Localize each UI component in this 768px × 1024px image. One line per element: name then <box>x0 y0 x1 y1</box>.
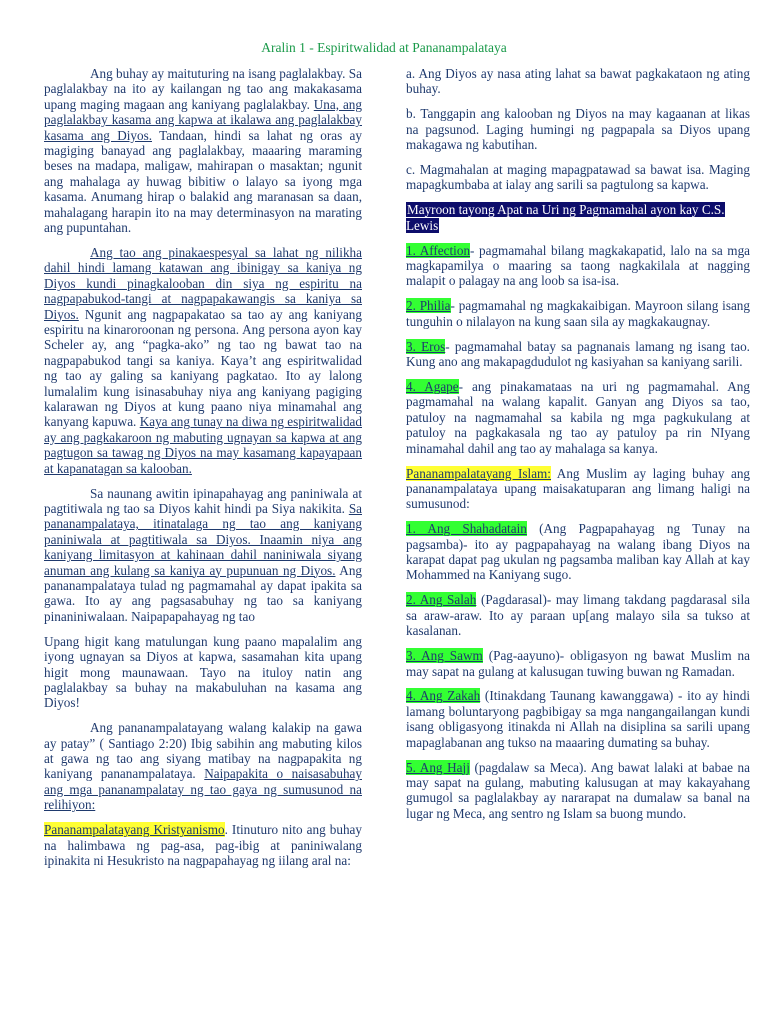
pillar-desc: (Pag-aayuno)- obligasyon ng bawat Muslim na may sapat na gulang at kalusugan tuwing buwan ng Ramadan. <box>406 648 750 679</box>
pillar-zakah <box>406 688 750 750</box>
underlined-text: Kaya ang tunay na diwa ng espiritwalidad ay ang pagkakaroon ng mabuting ugnayan sa kapwa at ang pagtugon sa tawag ng Diyos na may kasamang kapayapaan at kapanatagan sa kalooban. <box>44 414 362 476</box>
pillar-desc: (Ang Pagpapahayag ng Tunay na pagsamba)- ito ay pagpapahayag na walang ibang Diyos na karapat dapat pag ukulan ng pagsamba maliban kay Allah at kay Mohammed na Kaniyang sugo. <box>406 521 751 583</box>
text: Tandaan, hindi sa lahat ng oras ay magiging banayad ang paglalakbay, maaaring maraming beses na madapa, maligaw, mahirapan o masaktan; ngunit ang mahalaga ay huwag bibitiw o lalayo sa iyong mga kasama. Anumang hirap o balakid ang maranasan sa daan, mahalagang harapin ito na may determinasyon na marating ang pupuntahan. <box>44 127 362 236</box>
pillar-label: 1. Ang Shahadatain <box>406 521 527 537</box>
love-philia <box>406 298 750 329</box>
text: Sa naunang awitin ipinapahayag ang paniniwala at pagtitiwala ng tao sa Diyos kahit hindi pa Siya nakikita. <box>44 485 362 516</box>
pillar-label: 3. Ang Sawm <box>406 648 483 664</box>
underlined-text: Una, ang paglalakbay kasama ang kapwa at ikalawa ang paglalakbay kasama ang Diyos. <box>44 96 362 143</box>
pillar-label: 4. Ang Zakah <box>406 688 481 704</box>
pillar-desc: (Itinakdang Taunang kawanggawa) - ito ay hindi lamang boluntaryong pagbibigay sa mga nangangailangan kundi isang obligasyong itinakda ni Allah na disiplina sa sarili upang mapaglabanan ang tukso na maaaring dumating sa buhay. <box>406 688 751 750</box>
love-desc: - ang pinakamataas na uri ng pagmamahal. Ang pagmamahal na walang kapalit. Ganyan ang Diyos sa tao, patuloy na nagmamahal sa kabila ng mga pagkukulang at patuloy na pagkakasala ng tao ay patuloy pa rin NIyang minamahal dahil ang tao ay mahalaga sa kanya. <box>406 379 750 456</box>
love-desc: - pagmamahal batay sa pagnanais lamang ng isang tao. Kung ano ang makapagdudulot ng kasiyahan sa kaniyang sarili. <box>406 338 750 370</box>
lesson-c: c. Magmahalan at maging mapagpatawad sa bawat isa. Maging mapagkumbaba at ialay ang sarili sa pagtulong sa kapwa. <box>406 162 750 193</box>
pillar-shahadatain <box>406 521 750 583</box>
paragraph-spirit <box>44 245 362 476</box>
text: . Itinuturo nito ang buhay na halimbawa ng pag-asa, pag-ibig at paniniwalang ipinakita ni Hesukristo na nagpapahayag ng iilang aral na: <box>44 822 362 868</box>
paragraph-invitation: Upang higit kang matulungan kung paano mapalalim ang iyong ugnayan sa Diyos at kapwa, sasamahan kita upang higit mong maunawaan. Tayo na ituloy natin ang paglalakbay sa buhay na makabuluhan na kasama ang Diyos! <box>44 633 362 711</box>
lesson-a: a. Ang Diyos ay nasa ating lahat sa bawat pagkakataon ng ating buhay. <box>406 66 750 97</box>
text: Ang pananampalatayang walang kalakip na gawa ay patay” ( Santiago 2:20) Ibig sabihin ang mabuting kilos at gawa ng tao ang siyang matibay na nagpapakita ng kaniyang pananampalataya. <box>44 720 362 782</box>
underlined-text: Sa pananampalataya, itinatalaga ng tao ang kaniyang paniniwala at pagtitiwala sa Diyos. Inaamin niya ang kaniyang limitasyon at kahinaan dahil naniniwala siyang anuman ang kulang sa kaniya ay pupunuan ng Diyos. <box>44 500 362 578</box>
love-desc: - pagmamahal bilang magkakapatid, lalo na sa mga magkapamilya o maaring sa taong nagkakilala at nagging malapit o palagay na ang loob sa isa-isa. <box>406 242 751 289</box>
pillar-label: 2. Ang Salah <box>406 592 477 608</box>
love-label: 2. Philia <box>406 298 451 314</box>
love-label: 4. Agape <box>406 379 459 394</box>
pillar-desc: (Pagdarasal)- may limang takdang pagdarasal sila sa araw-araw. Ito ay paraan up[ang malayo sila sa tukso at kasalanan. <box>406 592 750 639</box>
love-heading-text: Mayroon tayong Apat na Uri ng Pagmamahal ayon kay C.S. Lewis <box>406 202 725 233</box>
underlined-text: Naipapakita o naisasabuhay ang mga pananampalatay ng tao gaya ng sumusunod na relihiyon: <box>44 766 362 813</box>
right-column <box>406 66 750 831</box>
left-column <box>44 66 362 878</box>
pillar-sawm <box>406 648 750 679</box>
page-title: Aralin 1 - Espiritwalidad at Pananampalataya <box>261 40 507 55</box>
highlight-christianity: Pananampalatayang Kristyanismo <box>44 822 225 838</box>
pillar-salah <box>406 592 750 638</box>
pillar-label: 5. Ang Hajj <box>406 759 470 775</box>
love-agape <box>406 379 750 456</box>
love-label: 1. Affection <box>406 242 471 258</box>
highlight-islam: Pananampalatayang Islam: <box>406 465 551 481</box>
paragraph-islam <box>406 466 750 512</box>
underlined-text: Ang tao ang pinakaespesyal sa lahat ng nilikha dahil hindi lamang katawan ang ibinigay sa kaniya ng Diyos kundi pinagkalooban din siya ng espiritu na nagpapabukod-tangi at nagpapakawangis sa kaniya sa Diyos. <box>44 244 362 322</box>
pillar-hajj <box>406 760 750 822</box>
love-desc: - pagmamahal ng magkakaibigan. Mayroon silang isang tunguhin o nilalayon na kung saan sila ay magkakaugnay. <box>406 298 750 329</box>
love-eros <box>406 339 750 370</box>
text: Ang Muslim ay laging buhay ang pananampalataya upang maisakatuparan ang limang haligi na sumusunod: <box>406 465 751 512</box>
love-affection <box>406 243 750 289</box>
love-types-heading <box>406 202 750 233</box>
paragraph-christianity <box>44 822 362 868</box>
text: Ang pananampalataya tulad ng pagmamahal ay dapat ipakita sa gawa. Ito ay ang pagsasabuhay ng tao sa kaniyang pinaniniwalaan. Naipapapahayag ng tao <box>44 562 363 624</box>
text: Ang buhay ay maituturing na isang paglalakbay. Sa paglalakbay na ito ay kailangan ng tao ang makakasama upang maging magaan ang kaniyang paglalakbay. <box>44 66 362 112</box>
love-label: 3. Eros <box>406 338 446 354</box>
paragraph-journey <box>44 66 362 235</box>
pillar-desc: (pagdalaw sa Meca). Ang bawat lalaki at babae na may sapat na gulang, mabuting kalusugan at may kakayahang gumugol sa paglalakbay ay nararapat na dumalaw sa banal na lugar ng Meca, ang sentro ng Islam sa buong mundo. <box>406 759 751 821</box>
paragraph-faith <box>44 486 362 625</box>
lesson-b: b. Tanggapin ang kalooban ng Diyos na may kagaanan at likas na pagsunod. Laging humingi ng pagpapala sa Diyos upang makagawa ng kabutihan. <box>406 106 750 153</box>
text: Ngunit ang nagpapakatao sa tao ay ang kaniyang espiritu na kinaroroonan ng persona. Ang persona ayon kay Scheler ay, ang “pagka-ako” ng tao ng bawat tao na nagpapabukod tangi sa kaniya. Kaya’t ang espiritwalidad ng tao ay galing sa kaniyang pagkatao. Ito ay lalong lumalalim kung isinasabuhay niya ang kaniyang pagiging kalarawan ng Diyos at kung paano niya minamahal ang kanyang kapuwa. <box>44 306 362 430</box>
paragraph-faith-works <box>44 720 362 812</box>
